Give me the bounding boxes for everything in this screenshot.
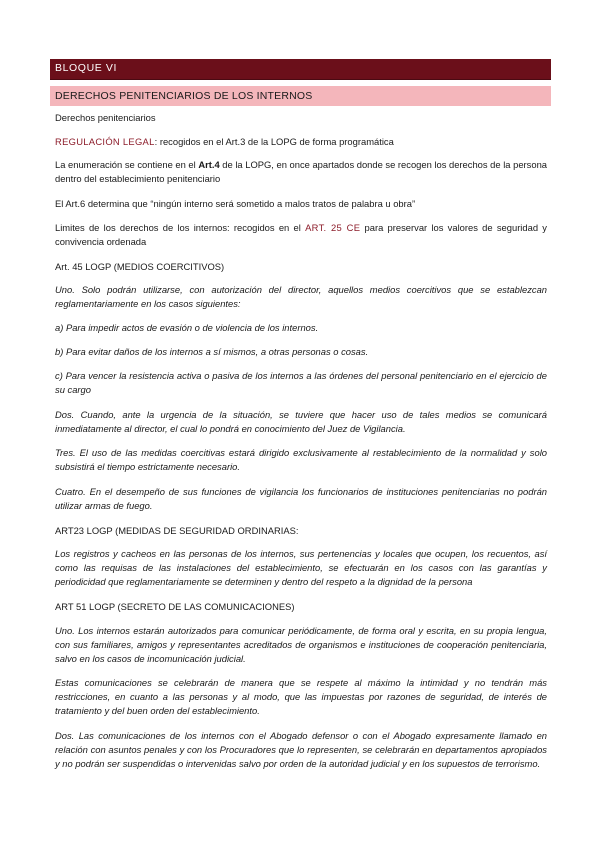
limites-text-after: para preservar los valores de seguridad y convivencia ordenada xyxy=(55,222,547,247)
regulacion-paragraph xyxy=(55,135,547,149)
enumeracion-paragraph xyxy=(55,158,547,186)
art51-uno: Uno. Los internos estarán autorizados para comunicar periódicamente, de forma oral y escrita, en su propia lengua, con sus familiares, amigos y representantes acreditados de organismos e instituciones de cooperación penitenciaria, salvo en los casos de incomunicación judicial. xyxy=(55,625,547,664)
art45-tres: Tres. El uso de las medidas coercitivas estará dirigido exclusivamente al restablecimiento de la normalidad y solo subsistirá el tiempo estrictamente necesario. xyxy=(55,447,547,472)
subtitle: Derechos penitenciarios xyxy=(55,112,156,123)
art45-heading: Art. 45 LOGP (MEDIOS COERCITIVOS) xyxy=(55,261,225,272)
limites-paragraph xyxy=(55,221,547,249)
section-header-bar xyxy=(50,86,551,106)
regulacion-label: REGULACIÓN LEGAL xyxy=(55,136,155,147)
bloque-title: BLOQUE VI xyxy=(55,62,118,74)
limites-text-before: Limites de los derechos de los internos: recogidos en el xyxy=(55,222,306,233)
art51-heading: ART 51 LOGP (SECRETO DE LAS COMUNICACIONES) xyxy=(55,601,295,612)
regulacion-text: : recogidos en el Art.3 de la LOPG de forma programática xyxy=(154,136,394,147)
art45-cuatro: Cuatro. En el desempeño de sus funciones de vigilancia los funcionarios de instituciones penitenciarias no podrán utilizar armas de fuego. xyxy=(55,486,547,511)
art45-dos: Dos. Cuando, ante la urgencia de la situación, se tuviere que hacer uso de tales medios se comunicará inmediatamente al director, el cual lo pondrá en conocimiento del Juez de Vigilancia. xyxy=(55,409,547,434)
art51-dos: Dos. Las comunicaciones de los internos con el Abogado defensor o con el Abogado expresamente llamado en relación con asuntos penales y con los Procuradores que lo representen, se celebrarán en departamentos apropiados y no podrán ser suspendidas o intervenidas salvo por orden de la autoridad judicial y en los supuestos de terrorismo. xyxy=(55,730,547,769)
art45-a: a) Para impedir actos de evasión o de violencia de los internos. xyxy=(55,322,319,333)
bloque-header-bar xyxy=(50,59,551,80)
art51-estas: Estas comunicaciones se celebrarán de manera que se respete al máximo la intimidad y no tendrán más restricciones, en cuanto a las personas y al modo, que las impuestas por razones de seguridad, de interés de tratamiento y del buen orden del establecimiento. xyxy=(55,677,547,716)
section-title: DERECHOS PENITENCIARIOS DE LOS INTERNOS xyxy=(55,90,313,102)
art23-text: Los registros y cacheos en las personas de los internos, sus pertenencias y locales que ocupen, los recuentos, así como las requisas de las instalaciones del establecimiento, se efectuarán en los casos con las garantías y periodicidad que reglamentariamente se determinen y dentro del respeto a la dignidad de la persona xyxy=(55,548,547,587)
art6-paragraph: El Art.6 determina que “ningún interno será sometido a malos tratos de palabra u obra” xyxy=(55,198,416,209)
enumeracion-text-after: de la LOPG, en once apartados donde se recogen los derechos de la persona dentro del establecimiento penitenciario xyxy=(55,159,547,184)
enumeracion-text-before: La enumeración se contiene en el xyxy=(55,159,199,170)
art45-c: c) Para vencer la resistencia activa o pasiva de los internos a las órdenes del personal penitenciario en el ejercicio de su cargo xyxy=(55,370,547,395)
art45-b: b) Para evitar daños de los internos a sí mismos, a otras personas o cosas. xyxy=(55,346,369,357)
art45-uno: Uno. Solo podrán utilizarse, con autorización del director, aquellos medios coercitivos que se establezcan reglamentariamente en los casos siguientes: xyxy=(55,284,547,309)
art23-heading: ART23 LOGP (MEDIDAS DE SEGURIDAD ORDINARIAS: xyxy=(55,525,299,536)
enumeracion-art: Art.4 xyxy=(198,159,220,170)
limites-art: ART. 25 CE xyxy=(305,222,361,233)
